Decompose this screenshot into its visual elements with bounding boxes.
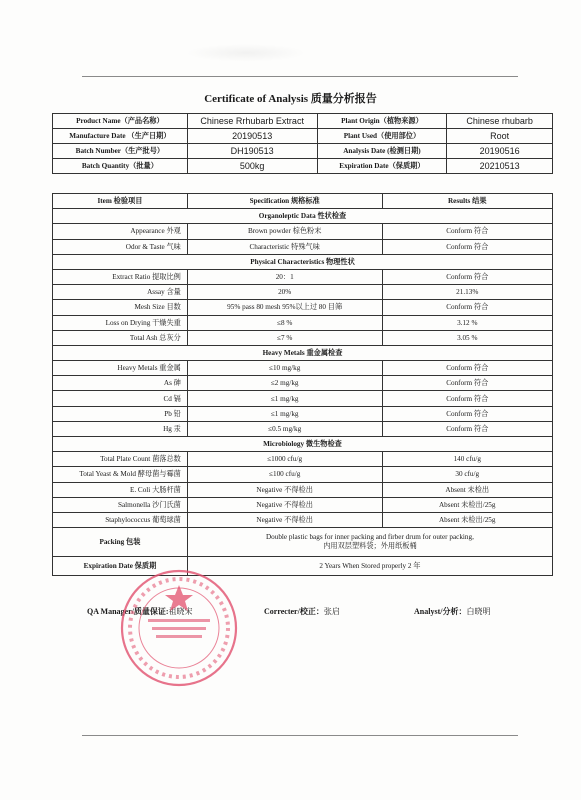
info-label: Plant Used（使用部位） (317, 129, 447, 144)
corrector-label: Correcter/校正： (264, 607, 324, 616)
test-specification: ≤1 mg/kg (187, 406, 382, 421)
table-row (53, 406, 553, 421)
packing-line-1: Double plastic bags for inner packing and firber drum for outer packing, (265, 533, 474, 542)
corrector-signature (264, 606, 340, 617)
test-specification: ≤100 cfu/g (187, 467, 382, 482)
info-label: Expiration Date（保质期） (317, 159, 447, 174)
test-result: Absent 未检出/25g (382, 512, 553, 527)
info-label: Plant Origin（植物来源） (317, 114, 447, 129)
test-specification: Negative 不得检出 (187, 497, 382, 512)
table-row (53, 467, 553, 482)
info-value: 20210513 (447, 159, 553, 174)
info-label: Batch Quantity（批量） (53, 159, 188, 174)
test-result: 21.13% (382, 285, 553, 300)
test-specification: Characteristic 特殊气味 (187, 239, 382, 254)
test-result: 3.05 % (382, 330, 553, 345)
product-info-table (52, 113, 553, 174)
test-result: Conform 符合 (382, 406, 553, 421)
section-heading-row (53, 345, 553, 360)
table-row (53, 239, 553, 254)
test-result: Conform 符合 (382, 269, 553, 284)
table-row (53, 497, 553, 512)
section-heading-row (53, 209, 553, 224)
top-rule (82, 76, 518, 77)
test-item: Total Plate Count 菌落总数 (53, 452, 188, 467)
table-row (53, 315, 553, 330)
expiration-value: 2 Years When Stored properly 2 年 (187, 557, 552, 576)
test-item: Total Ash 总灰分 (53, 330, 188, 345)
test-result: Conform 符合 (382, 376, 553, 391)
test-result: Conform 符合 (382, 239, 553, 254)
test-result: 140 cfu/g (382, 452, 553, 467)
packing-label: Packing 包装 (53, 528, 188, 557)
test-item: Odor & Taste 气味 (53, 239, 188, 254)
qa-label: QA Manager/质量保证: (87, 607, 169, 616)
section-title: Physical Characteristics 物理性状 (53, 254, 553, 269)
info-label: Batch Number（生产批号） (53, 144, 188, 159)
packing-line-2: 内用双层塑料袋；外用纸板桶 (323, 542, 417, 551)
info-row (53, 159, 553, 174)
table-row (53, 361, 553, 376)
table-row (53, 376, 553, 391)
info-label: Manufacture Date （生产日期） (53, 129, 188, 144)
test-specification: ≤1 mg/kg (187, 391, 382, 406)
test-item: Salmonella 沙门氏菌 (53, 497, 188, 512)
info-row (53, 114, 553, 129)
test-specification: ≤8 % (187, 315, 382, 330)
test-specification: ≤10 mg/kg (187, 361, 382, 376)
qa-name: 祖晓宋 (168, 607, 193, 616)
table-row (53, 512, 553, 527)
test-item: Mesh Size 目数 (53, 300, 188, 315)
packing-value (187, 528, 552, 557)
test-result: Conform 符合 (382, 421, 553, 436)
test-specification: Negative 不得检出 (187, 482, 382, 497)
test-result: Absent 未检出 (382, 482, 553, 497)
test-item: E. Coli 大肠杆菌 (53, 482, 188, 497)
packing-row (53, 528, 553, 557)
test-item: Pb 铅 (53, 406, 188, 421)
test-result: Conform 符合 (382, 361, 553, 376)
table-row (53, 269, 553, 284)
test-result: Conform 符合 (382, 224, 553, 239)
info-value: Chinese rhubarb (447, 114, 553, 129)
test-specification: Brown powder 棕色粉末 (187, 224, 382, 239)
table-row (53, 482, 553, 497)
table-row (53, 285, 553, 300)
test-specification: 95% pass 80 mesh 95%以上过 80 目筛 (187, 300, 382, 315)
corrector-name: 张启 (323, 607, 340, 616)
test-result: Conform 符合 (382, 391, 553, 406)
test-item: Extract Ratio 提取比例 (53, 269, 188, 284)
test-result: Absent 未检出/25g (382, 497, 553, 512)
info-row (53, 144, 553, 159)
test-specification: ≤0.5 mg/kg (187, 421, 382, 436)
info-value: Root (447, 129, 553, 144)
table-header-row (53, 194, 553, 209)
section-title: Organoleptic Data 性状检查 (53, 209, 553, 224)
section-title: Heavy Metals 重金属检查 (53, 345, 553, 360)
table-row (53, 300, 553, 315)
test-item: Appearance 外观 (53, 224, 188, 239)
test-result: Conform 符合 (382, 300, 553, 315)
table-row (53, 452, 553, 467)
document-title: Certificate of Analysis 质量分析报告 (204, 93, 377, 105)
table-row (53, 421, 553, 436)
section-heading-row (53, 437, 553, 452)
test-item: Staphylococcus 葡萄球菌 (53, 512, 188, 527)
info-label: Analysis Date (检测日期) (317, 144, 447, 159)
info-value: Chinese Rrhubarb Extract (187, 114, 317, 129)
test-item: Cd 镉 (53, 391, 188, 406)
test-item: As 砷 (53, 376, 188, 391)
header-item: Item 检验项目 (53, 194, 188, 209)
info-row (53, 129, 553, 144)
test-specification: ≤1000 cfu/g (187, 452, 382, 467)
info-value: 500kg (187, 159, 317, 174)
bottom-rule (82, 735, 518, 736)
analysis-table (52, 193, 553, 576)
test-specification: ≤2 mg/kg (187, 376, 382, 391)
test-result: 30 cfu/g (382, 467, 553, 482)
analyst-signature (414, 606, 490, 617)
test-item: Loss on Drying 干燥失重 (53, 315, 188, 330)
test-item: Assay 含量 (53, 285, 188, 300)
header-result: Results 结果 (382, 194, 553, 209)
analyst-label: Analyst/分析： (414, 607, 467, 616)
company-seal-stamp (118, 567, 240, 689)
section-title: Microbiology 微生物检查 (53, 437, 553, 452)
scan-smudge (186, 44, 306, 62)
info-value: 20190513 (187, 129, 317, 144)
info-label: Product Name（产品名称） (53, 114, 188, 129)
test-specification: 20：1 (187, 269, 382, 284)
test-item: Heavy Metals 重金属 (53, 361, 188, 376)
section-heading-row (53, 254, 553, 269)
table-row (53, 391, 553, 406)
test-result: 3.12 % (382, 315, 553, 330)
analyst-name: 白晓明 (466, 607, 491, 616)
test-specification: Negative 不得检出 (187, 512, 382, 527)
header-spec: Specification 规格标准 (187, 194, 382, 209)
info-value: 20190516 (447, 144, 553, 159)
test-item: Total Yeast & Mold 酵母菌与霉菌 (53, 467, 188, 482)
info-value: DH190513 (187, 144, 317, 159)
test-specification: 20% (187, 285, 382, 300)
test-item: Hg 汞 (53, 421, 188, 436)
table-row (53, 330, 553, 345)
test-specification: ≤7 % (187, 330, 382, 345)
table-row (53, 224, 553, 239)
expiration-label: Expiration Date 保质期 (53, 557, 188, 576)
